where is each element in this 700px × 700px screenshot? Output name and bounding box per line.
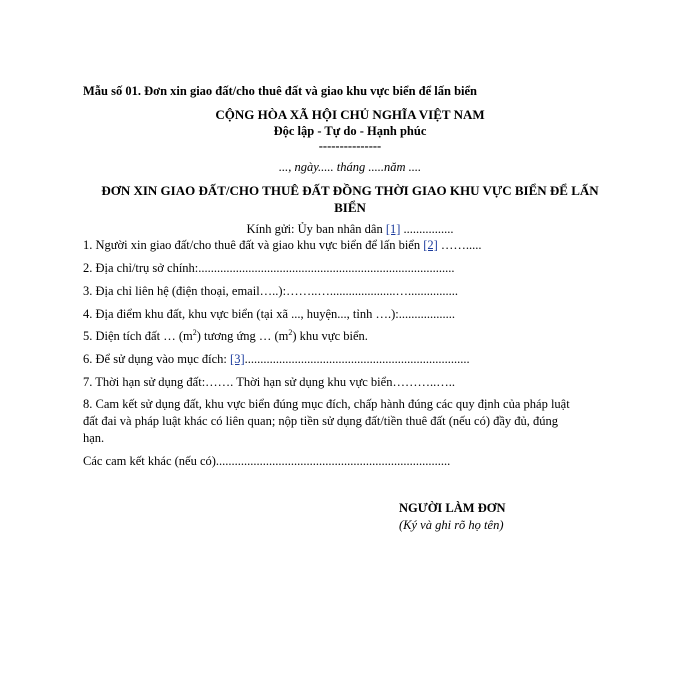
signer-title: NGƯỜI LÀM ĐƠN [399, 501, 506, 515]
item-8-line-2: đất đai và pháp luật khác có liên quan; nộp tiền sử dụng đất/tiền thuê đất (nếu có) đầy đủ, đúng [83, 414, 559, 428]
item-1-suffix: ……..... [437, 238, 482, 252]
item-5-superscript-1: 2 [192, 327, 197, 337]
date-line: ..., ngày..... tháng .....năm .... [278, 160, 422, 174]
national-title: CỘNG HÒA XÃ HỘI CHỦ NGHĨA VIỆT NAM [215, 107, 485, 122]
item-7: 7. Thời hạn sử dụng đất:……. Thời hạn sử dụng khu vực biển………..….. [83, 375, 455, 389]
signer-note: (Ký và ghi rõ họ tên) [399, 518, 504, 532]
recipient-line [0, 222, 700, 237]
item-1-text: 1. Người xin giao đất/cho thuê đất và giao khu vực biển để lấn biển [83, 238, 424, 252]
item-5-part-3: ) khu vực biển. [292, 329, 368, 343]
motto: Độc lập - Tự do - Hạnh phúc [273, 124, 427, 138]
document-title-line-1: ĐƠN XIN GIAO ĐẤT/CHO THUÊ ĐẤT ĐỒNG THỜI GIAO KHU VỰC BIỂN ĐỂ LẤN [101, 183, 599, 198]
item-8-line-1: 8. Cam kết sử dụng đất, khu vực biển đúng mục đích, chấp hành đúng các quy định của pháp luật [83, 397, 570, 411]
item-3: 3. Địa chỉ liên hệ (điện thoại, email…..):……..….....................…................ [83, 284, 458, 298]
motto-rule: --------------- [318, 139, 382, 153]
item-5 [83, 329, 368, 344]
item-6-suffix: ........................................................................ [244, 352, 470, 366]
item-4: 4. Địa điểm khu đất, khu vực biển (tại xã ..., huyện..., tỉnh ….):.................. [83, 307, 455, 321]
other-commitments: Các cam kết khác (nếu có)........................................................................... [83, 454, 451, 468]
item-8-line-3: hạn. [83, 431, 105, 445]
document-title-line-2: BIỂN [334, 200, 366, 215]
recipient-prefix: Kính gửi: Ủy ban nhân dân [246, 222, 386, 236]
footnote-link-1[interactable]: [1] [385, 222, 401, 236]
item-5-part-2: ) tương ứng … (m [196, 329, 289, 343]
item-5-part-1: 5. Diện tích đất … (m [83, 329, 193, 343]
item-6 [83, 352, 470, 367]
item-6-text: 6. Để sử dụng vào mục đích: [83, 352, 231, 366]
item-5-superscript-2: 2 [288, 327, 293, 337]
form-caption: Mẫu số 01. Đơn xin giao đất/cho thuê đất và giao khu vực biển để lấn biển [83, 84, 478, 98]
footnote-link-3[interactable]: [3] [230, 352, 245, 366]
item-1 [83, 238, 482, 253]
footnote-link-2[interactable]: [2] [423, 238, 438, 252]
item-2: 2. Địa chỉ/trụ sở chính:.................................................................................. [83, 261, 455, 275]
recipient-suffix: ................ [400, 222, 454, 236]
